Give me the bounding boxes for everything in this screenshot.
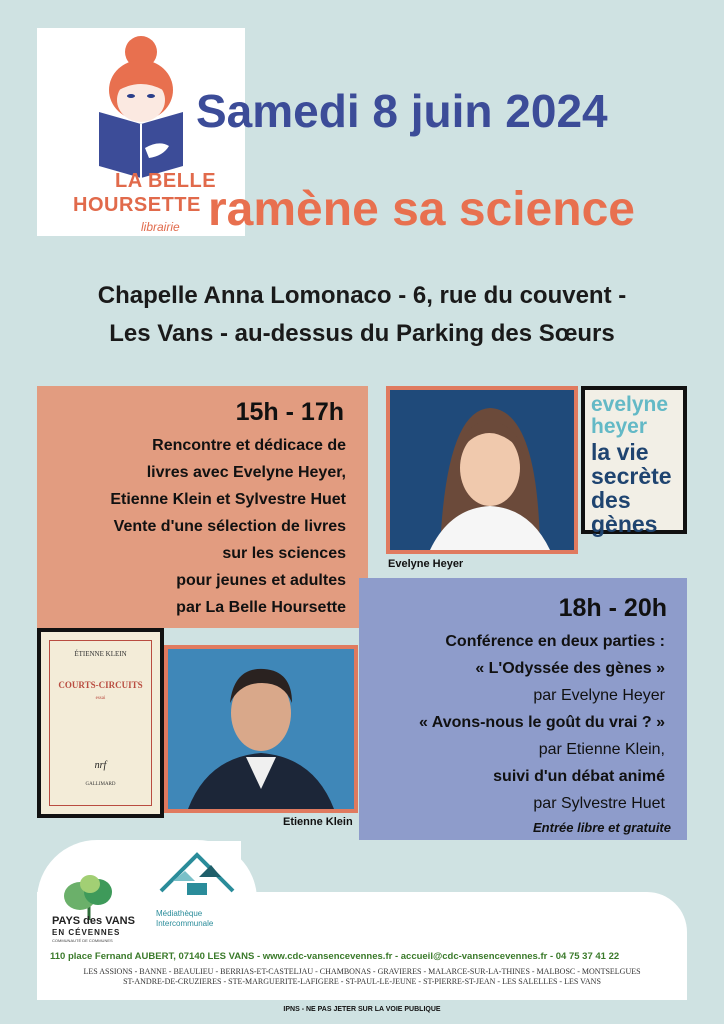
communaute-label: COMMUNAUTÉ DE COMMUNES [52,938,113,943]
ipns-notice: IPNS - NE PAS JETER SUR LA VOIE PUBLIQUE [283,1006,441,1013]
intercommunale-label: Intercommunale [156,919,214,928]
etienne-klein-caption: Etienne Klein [283,816,353,828]
mediatheque-house-icon [151,841,241,905]
afternoon-line-5: sur les sciences [222,545,346,562]
event-subtitle: ramène sa science [208,183,635,236]
logo-line-la-belle: LA BELLE [115,170,217,192]
portrait-woman-icon [390,390,574,550]
evening-line-4: « Avons-nous le goût du vrai ? » [419,714,665,731]
mediatheque-label: Médiathèque [156,909,203,918]
evelyne-heyer-caption: Evelyne Heyer [388,558,464,570]
evening-line-3: par Evelyne Heyer [533,687,665,704]
book2-subtitle: essai [95,696,106,701]
contact-address: 110 place Fernand AUBERT, 07140 LES VANS - www.cdc-vansencevennes.fr - accueil@cdc-vansencevennes.fr - 04 75 37 41 22 [50,951,620,962]
venue-line-2: Les Vans - au-dessus du Parking des Sœurs [109,320,615,347]
afternoon-line-6: pour jeunes et adultes [176,572,346,589]
logo-line-librairie: librairie [141,220,180,234]
afternoon-line-2: livres avec Evelyne Heyer, [146,464,346,481]
book2-author: ÉTIENNE KLEIN [74,650,127,658]
pays-des-vans-label: PAYS des VANS [52,915,135,927]
evening-line-1: Conférence en deux parties : [445,633,665,650]
evening-line-2: « L'Odyssée des gènes » [475,660,665,677]
communes-line-1: LES ASSIONS - BANNE - BEAULIEU - BERRIAS-ET-CASTELJAU - CHAMBONAS - GRAVIERES - MALARCE-SUR-LA-THINES - MALBOSC - MONTSELGUES [83,967,641,976]
book2-imprint: nrf [94,760,107,771]
communes-line-2: ST-ANDRE-DE-CRUZIERES - STE-MARGUERITE-LAFIGERE - ST-PAUL-LE-JEUNE - ST-PIERRE-ST-JEAN - LES SALELLES - LES VANS [123,977,601,986]
evening-line-5: par Etienne Klein, [538,741,665,758]
afternoon-line-1: Rencontre et dédicace de [152,437,346,454]
venue-line-1: Chapelle Anna Lomonaco - 6, rue du couvent - [97,282,627,309]
evening-line-6: suivi d'un débat animé [493,768,665,785]
book1-title: la vie secrète des gènes [591,439,672,537]
en-cevennes-label: EN CÉVENNES [52,928,121,937]
book2-publisher: GALLIMARD [85,782,116,787]
evening-line-7: par Sylvestre Huet [533,795,665,812]
afternoon-line-3: Etienne Klein et Sylvestre Huet [110,491,346,508]
evening-session-panel [359,578,687,840]
afternoon-line-4: Vente d'une sélection de livres [113,518,346,535]
evelyne-heyer-photo [386,386,578,554]
afternoon-line-7: par La Belle Hoursette [176,599,346,616]
book-cover-courts-circuits [37,628,164,818]
logo-line-hoursette: HOURSETTE [73,194,201,216]
afternoon-session-time: 15h - 17h [235,398,344,426]
etienne-klein-photo [164,645,358,813]
afternoon-session-panel [37,386,368,628]
book1-author: evelyne heyer [591,393,669,438]
portrait-man-icon [168,649,354,809]
evening-session-time: 18h - 20h [558,594,667,622]
event-date-title: Samedi 8 juin 2024 [196,85,608,137]
book-cover-la-vie-secrete-des-genes [581,386,687,537]
free-entry-note: Entrée libre et gratuite [533,820,671,835]
book2-title: COURTS-CIRCUITS [58,680,143,690]
